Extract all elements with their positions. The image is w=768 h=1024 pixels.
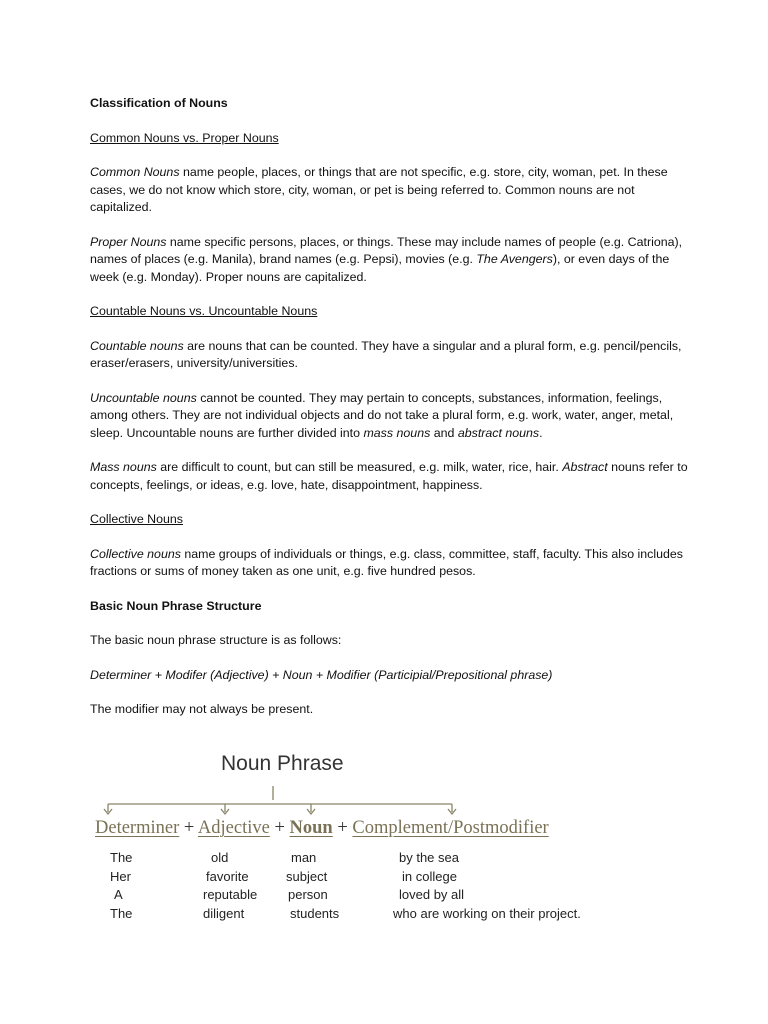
term-adjective: Adjective	[197, 818, 270, 838]
section-heading-noun-phrase: Basic Noun Phrase Structure	[90, 598, 262, 613]
example-noun-2: subject	[286, 869, 328, 884]
example-adj-3: reputable	[203, 887, 258, 902]
paragraph-mass-nouns	[90, 459, 690, 494]
text: and	[430, 425, 458, 440]
text: cannot be counted. They may pertain to concepts, substances, information, feelings, among others. They are not individual objects and do not take a plural form, e.g. work, water, anger, metal, sleep. Uncountable nouns are further divided into	[90, 390, 674, 440]
example-det-2: Her	[110, 869, 131, 884]
example-comp-2: in college	[402, 869, 457, 884]
section-heading-collective: Collective Nouns	[90, 512, 183, 526]
document-body	[90, 95, 690, 736]
term-mass-nouns: Mass nouns	[90, 460, 157, 474]
term-abstract-2: Abstract	[562, 460, 608, 474]
term-determiner: Determiner	[95, 818, 180, 838]
section-heading-countable: Countable Nouns vs. Uncountable Nouns	[90, 304, 318, 318]
paragraph-countable	[90, 338, 690, 373]
plus-sign: +	[337, 818, 348, 838]
plus-sign: +	[183, 818, 195, 838]
example-adj-4: diligent	[203, 906, 245, 921]
section-heading-common-proper: Common Nouns vs. Proper Nouns	[90, 130, 279, 145]
term-abstract: abstract nouns	[457, 425, 540, 440]
example-comp-4: who are working on their project.	[393, 906, 581, 921]
text: are nouns that can be counted. They have a singular and a plural form, e.g. pencil/pencils, eraser/erasers, university/universities.	[90, 338, 682, 370]
plus-sign: +	[274, 818, 285, 838]
paragraph-collective	[90, 546, 690, 581]
term-countable: Countable nouns	[90, 338, 184, 353]
paragraph-common-nouns	[90, 164, 690, 217]
diagram-connector-lines	[90, 752, 650, 822]
term-noun: Noun	[289, 818, 333, 838]
text: name groups of individuals or things, e.g. class, committee, staff, faculty. This also includes fractions or sums of money taken as one unit, e.g. five hundred pesos.	[90, 546, 683, 578]
example-comp-1: by the sea	[399, 850, 459, 865]
example-noun-1: man	[291, 850, 317, 865]
paragraph-note: The modifier may not always be present.	[90, 702, 314, 716]
term-complement: Complement/Postmodifier	[352, 818, 549, 838]
example-det-3: A	[114, 887, 123, 902]
example-comp-3: loved by all	[399, 887, 465, 902]
example-noun-3: person	[288, 887, 328, 902]
example-adj-1: old	[211, 850, 229, 865]
term-uncountable: Uncountable nouns	[90, 390, 197, 405]
paragraph-proper-nouns	[90, 234, 690, 287]
text: name specific persons, places, or things. These may include names of people (e.g. Catriona), names of places (e.g. Manila), brand names (e.g. Pepsi), movies (e.g.	[90, 234, 683, 266]
text: ), or even days of the week (e.g. Monday). Proper nouns are capitalized.	[90, 252, 670, 284]
diagram-formula	[95, 818, 549, 839]
text: nouns refer to concepts, feelings, or ideas, e.g. love, hate, disappointment, happiness.	[90, 460, 688, 492]
term-proper-nouns: Proper Nouns	[90, 234, 167, 249]
term-collective: Collective nouns	[90, 546, 181, 561]
example-det-4: The	[110, 906, 133, 921]
movie-title: The Avengers	[476, 252, 553, 266]
noun-phrase-diagram	[90, 752, 650, 932]
text: .	[539, 425, 543, 440]
example-adj-2: favorite	[206, 869, 249, 884]
example-det-1: The	[110, 850, 133, 865]
document-title: Classification of Nouns	[90, 96, 228, 110]
paragraph-intro: The basic noun phrase structure is as follows:	[90, 633, 342, 647]
text: are difficult to count, but can still be measured, e.g. milk, water, rice, hair.	[156, 460, 563, 474]
diagram-title: Noun Phrase	[221, 752, 344, 775]
paragraph-uncountable	[90, 390, 690, 443]
term-common-nouns: Common Nouns	[90, 165, 180, 179]
term-mass: mass nouns	[363, 425, 431, 440]
text: name people, places, or things that are not specific, e.g. store, city, woman, pet. In these cases, we do not know which store, city, woman, or pet is being referred to. Common nouns are not capitalized.	[90, 165, 668, 214]
formula-line: Determiner + Modifer (Adjective) + Noun + Modifier (Participial/Prepositional phrase)	[90, 667, 553, 682]
example-noun-4: students	[290, 906, 340, 921]
